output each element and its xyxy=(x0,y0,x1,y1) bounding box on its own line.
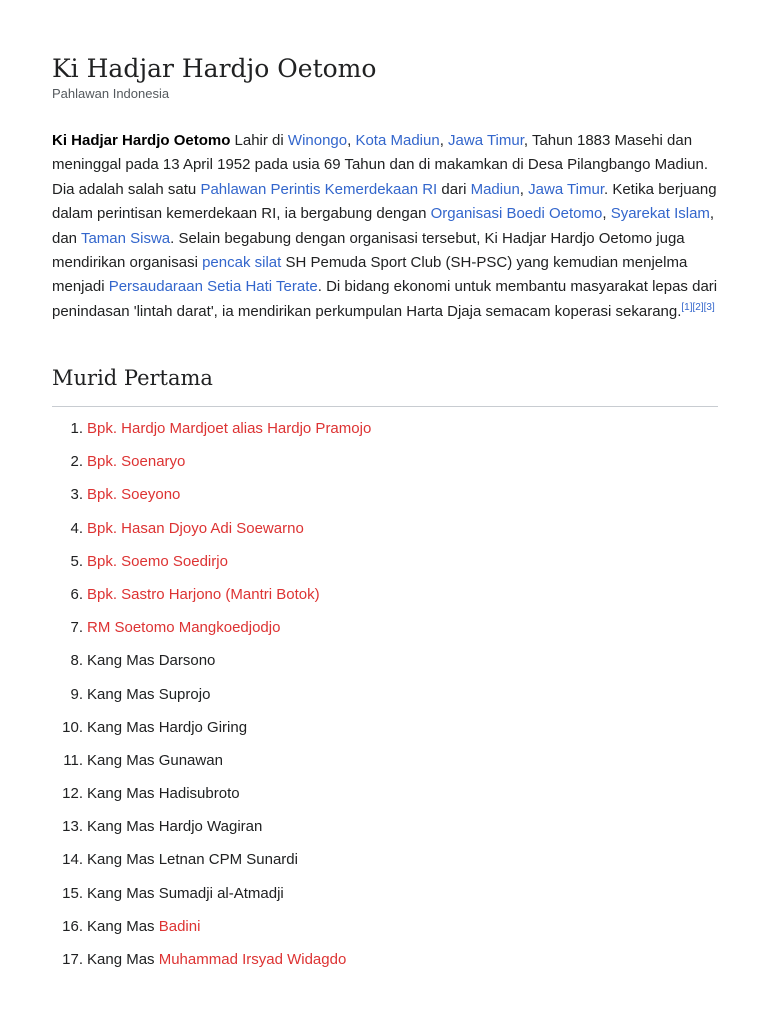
page-subtitle: Pahlawan Indonesia xyxy=(52,86,170,101)
list-item-number: 2. xyxy=(70,453,83,471)
section-heading: Murid Pertama xyxy=(52,366,213,390)
student-name: Kang Mas xyxy=(87,917,159,935)
student-link[interactable]: Badini xyxy=(158,917,201,935)
list-item-number: 8. xyxy=(70,652,83,670)
list-item-number: 15. xyxy=(62,884,83,902)
list-item xyxy=(52,550,718,583)
list-item xyxy=(52,683,718,716)
intro-text: . Di bidang ekonomi untuk membantu masyarakat lepas dari penindasan 'lintah darat', ia mendirikan perkumpulan Harta Djaja semacam koperasi sekarang. xyxy=(52,278,718,320)
list-item xyxy=(52,848,718,881)
intro-text: . Ketika berjuang dalam perintisan kemerdekaan RI, ia bergabung dengan xyxy=(52,180,717,223)
reference-link[interactable]: [1] xyxy=(681,301,693,313)
intro-text: , dan xyxy=(52,205,715,247)
section-divider xyxy=(52,406,718,407)
student-link[interactable]: Bpk. Soemo Soedirjo xyxy=(87,552,228,570)
list-item xyxy=(52,483,718,516)
reference-3[interactable] xyxy=(704,302,715,313)
students-list xyxy=(52,417,718,981)
list-item xyxy=(52,882,718,915)
list-item xyxy=(52,749,718,782)
list-item-number: 14. xyxy=(62,851,83,869)
student-name: Kang Mas Gunawan xyxy=(87,751,223,769)
list-item-number: 5. xyxy=(70,552,83,570)
link-jawa-timur[interactable]: Jawa Timur xyxy=(448,132,524,149)
reference-link[interactable]: [3] xyxy=(703,301,715,313)
list-item xyxy=(52,450,718,483)
list-item-number: 13. xyxy=(62,818,83,836)
reference-link[interactable]: [2] xyxy=(692,301,704,313)
link-kota-madiun[interactable]: Kota Madiun xyxy=(355,132,440,149)
link-taman-siswa[interactable]: Taman Siswa xyxy=(80,229,171,247)
list-item-number: 1. xyxy=(70,420,83,437)
student-link[interactable]: RM Soetomo Mangkoedjodjo xyxy=(87,619,281,637)
list-item xyxy=(52,815,718,848)
student-link[interactable]: Bpk. Hasan Djoyo Adi Soewarno xyxy=(87,519,304,537)
list-item-number: 12. xyxy=(62,785,83,803)
subject-name: Ki Hadjar Hardjo Oetomo xyxy=(52,132,231,149)
reference-1[interactable] xyxy=(681,302,692,313)
list-item-number: 10. xyxy=(62,718,83,736)
list-item-number: 16. xyxy=(62,917,83,935)
link-syarekat-islam[interactable]: Syarekat Islam xyxy=(610,205,710,223)
student-name: Kang Mas Darsono xyxy=(87,652,216,670)
list-item xyxy=(52,583,718,616)
intro-text: Lahir di xyxy=(230,132,288,149)
list-item xyxy=(52,616,718,649)
list-item-number: 4. xyxy=(70,519,83,537)
reference-2[interactable] xyxy=(693,302,704,313)
student-link[interactable]: Bpk. Hardjo Mardjoet alias Hardjo Pramojo xyxy=(87,420,372,437)
student-name: Kang Mas xyxy=(87,951,159,968)
list-item xyxy=(52,782,718,815)
student-link[interactable]: Bpk. Soenaryo xyxy=(87,453,186,471)
intro-paragraph xyxy=(52,129,718,324)
intro-text: , xyxy=(519,180,529,198)
student-link[interactable]: Muhammad Irsyad Widagdo xyxy=(158,951,347,968)
intro-text: , Tahun 1883 Masehi dan meninggal pada 13 April 1952 pada usia 69 Tahun dan di makamkan di Desa Pilangbango Madiun. Dia adalah salah satu xyxy=(52,132,709,198)
student-name: Kang Mas Hardjo Giring xyxy=(87,718,248,736)
list-item xyxy=(52,915,718,948)
link-madiun[interactable]: Madiun xyxy=(470,180,520,198)
intro-text: SH Pemuda Sport Club (SH-PSC) yang kemudian menjelma menjadi xyxy=(52,254,688,296)
student-name: Kang Mas Letnan CPM Sunardi xyxy=(87,851,298,869)
intro-text: , xyxy=(347,132,356,149)
link-boedi-oetomo[interactable]: Organisasi Boedi Oetomo xyxy=(430,205,603,223)
student-link[interactable]: Bpk. Soeyono xyxy=(87,486,181,504)
list-item xyxy=(52,649,718,682)
student-name: Kang Mas Hardjo Wagiran xyxy=(87,818,263,836)
intro-text: dari xyxy=(437,180,471,198)
student-name: Kang Mas Hadisubroto xyxy=(87,785,240,803)
list-item-number: 6. xyxy=(70,585,83,603)
link-winongo[interactable]: Winongo xyxy=(287,132,348,149)
intro-text: , xyxy=(439,132,449,149)
list-item xyxy=(52,417,718,450)
student-name: Kang Mas Suprojo xyxy=(87,685,211,703)
list-item-number: 9. xyxy=(70,685,83,703)
link-pencak-silat[interactable]: pencak silat xyxy=(202,254,282,272)
list-item xyxy=(52,517,718,550)
intro-text: , xyxy=(602,205,611,223)
list-item-number: 7. xyxy=(70,619,83,637)
intro-text: . Selain begabung dengan organisasi tersebut, Ki Hadjar Hardjo Oetomo juga mendirikan organisasi xyxy=(52,229,685,272)
link-pahlawan-perintis[interactable]: Pahlawan Perintis Kemerdekaan RI xyxy=(200,180,438,198)
student-link[interactable]: Bpk. Sastro Harjono (Mantri Botok) xyxy=(87,585,320,603)
list-item xyxy=(52,948,718,981)
list-item xyxy=(52,716,718,749)
link-persaudaraan-setia-hati[interactable]: Persaudaraan Setia Hati Terate xyxy=(108,278,318,296)
list-item-number: 3. xyxy=(70,486,83,504)
list-item-number: 17. xyxy=(62,951,83,968)
list-item-number: 11. xyxy=(63,751,83,769)
student-name: Kang Mas Sumadji al-Atmadji xyxy=(87,884,284,902)
link-jawa-timur-2[interactable]: Jawa Timur xyxy=(528,180,604,198)
page-title: Ki Hadjar Hardjo Oetomo xyxy=(52,54,377,83)
